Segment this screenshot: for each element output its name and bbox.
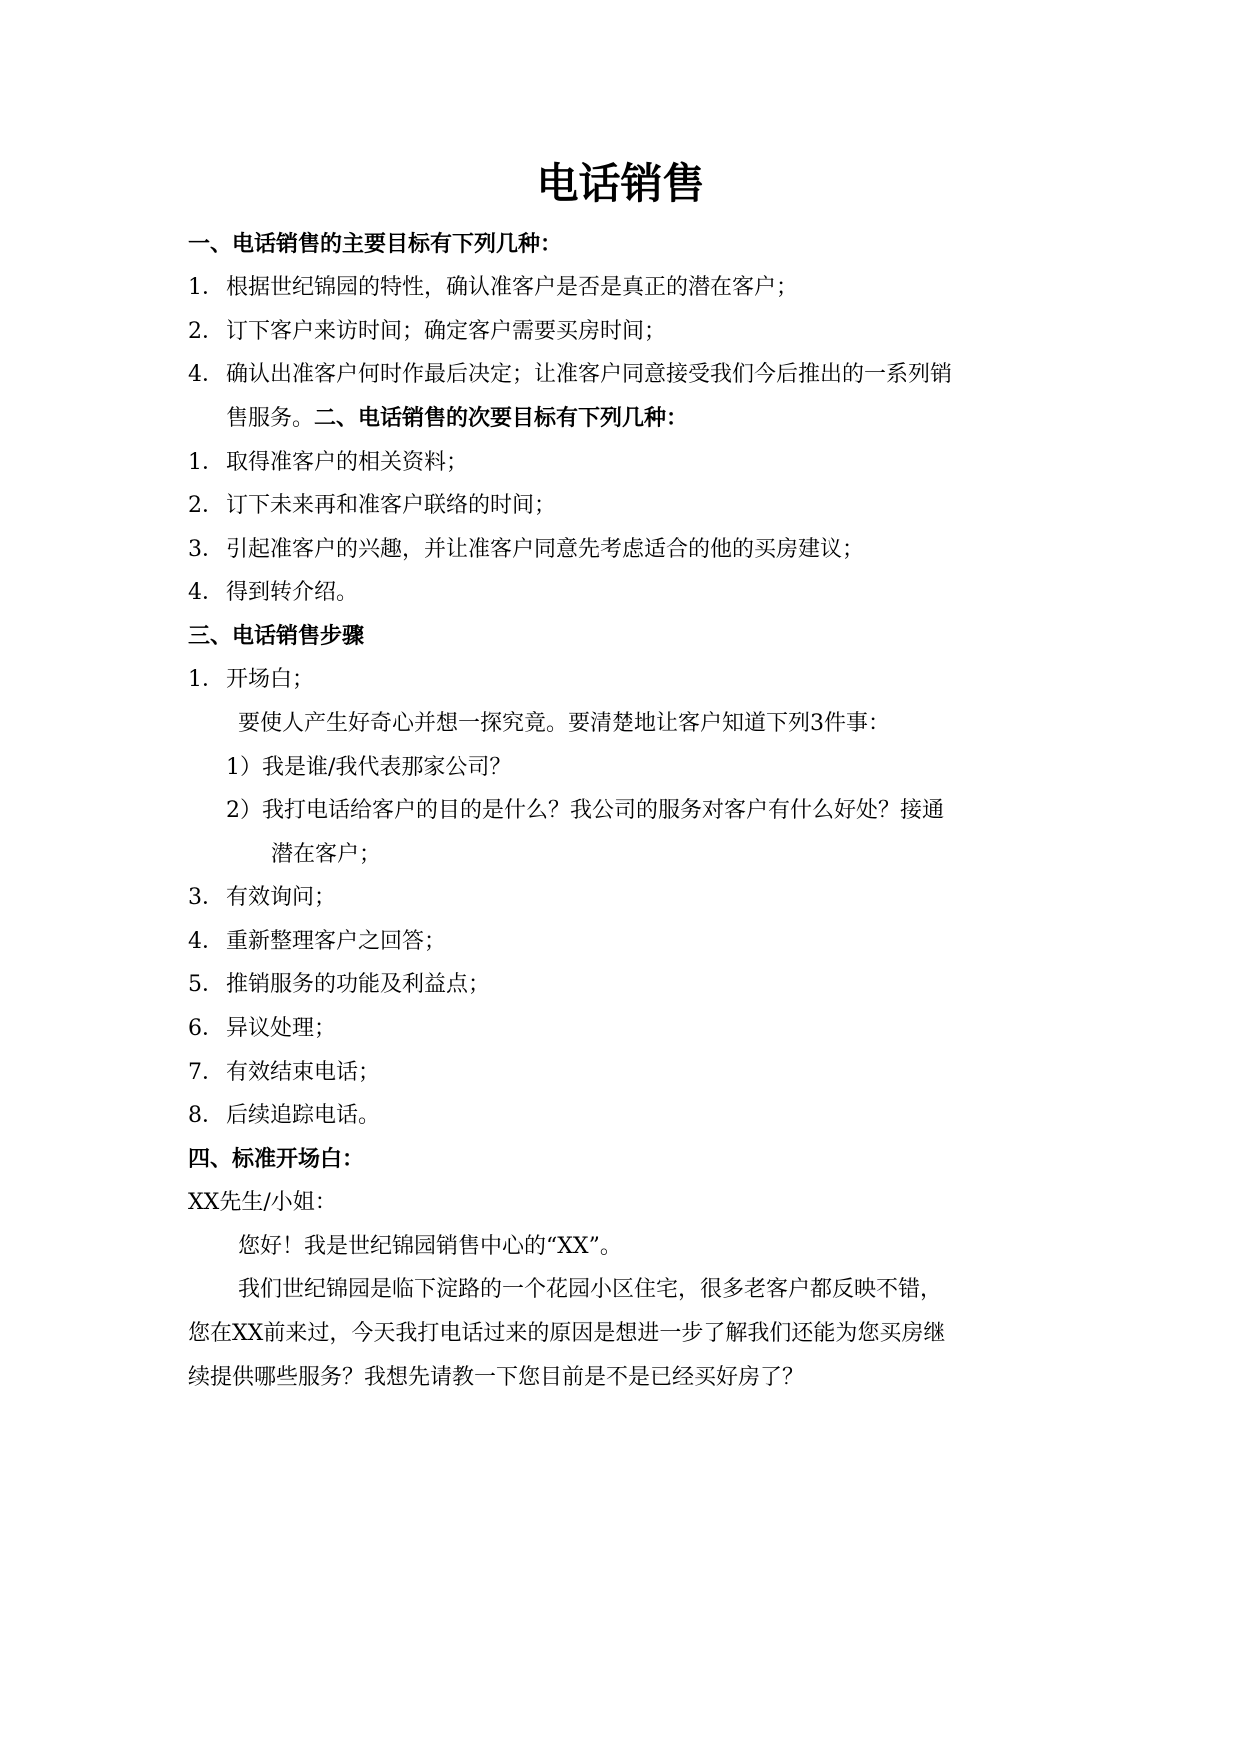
list-item-text: 得到转介绍。 [226, 580, 359, 605]
wrapped-line [226, 404, 688, 434]
list-item [188, 883, 336, 913]
list-item-number: 2． [188, 319, 224, 344]
list-item [188, 360, 952, 390]
page-title: 电话销售 [536, 159, 705, 208]
list-item [188, 927, 446, 957]
list-item-text: 有效结束电话； [226, 1060, 381, 1085]
list-item-text: 重新整理客户之回答； [226, 929, 447, 954]
list-item-number: 6． [188, 1016, 224, 1041]
list-item-number: 8． [188, 1103, 224, 1128]
list-item-text: 异议处理； [226, 1016, 337, 1041]
list-item-text: 订下客户来访时间；确定客户需要买房时间； [226, 319, 667, 344]
list-item [188, 1101, 380, 1131]
list-item-number: 3． [188, 885, 224, 910]
list-item-number: 1． [188, 667, 224, 692]
section2-heading: 二、电话销售的次要目标有下列几种： [314, 406, 689, 431]
list-item-number: 4． [188, 929, 224, 954]
list-item-text: 取得准客户的相关资料； [226, 450, 469, 475]
list-item-number: 5． [188, 972, 224, 997]
list-item [188, 578, 358, 608]
list-item-text: 推销服务的功能及利益点； [226, 972, 491, 997]
list-item [188, 1014, 336, 1044]
list-item-number: 7． [188, 1060, 224, 1085]
list-item-text: 订下未来再和准客户联络的时间； [226, 493, 557, 518]
sub-item: 1）我是谁/我代表那家公司？ [226, 755, 512, 780]
list-item [188, 535, 864, 565]
list-item [188, 317, 666, 347]
list-item-text: 后续追踪电话。 [226, 1103, 381, 1128]
greeting: XX先生/小姐： [188, 1190, 337, 1215]
list-item [188, 970, 490, 1000]
list-item [188, 448, 468, 478]
list-item-number: 3． [188, 537, 224, 562]
paragraph-line: 您在XX前来过，今天我打电话过来的原因是想进一步了解我们还能为您买房继 [188, 1321, 946, 1346]
paragraph-line: 续提供哪些服务？我想先请教一下您目前是不是已经买好房了？ [188, 1365, 805, 1390]
section1-heading: 一、电话销售的主要目标有下列几种： [188, 232, 563, 257]
sub-item-wrap: 潜在客户； [271, 842, 382, 867]
list-item-text: 有效询问； [226, 885, 337, 910]
list-item [188, 273, 798, 303]
list-item-number: 2． [188, 493, 224, 518]
list-item [188, 665, 314, 695]
list-item [188, 491, 556, 521]
step1-description: 要使人产生好奇心并想一探究竟。要清楚地让客户知道下列3件事： [238, 711, 890, 736]
paragraph-line: 我们世纪锦园是临下淀路的一个花园小区住宅，很多老客户都反映不错， [238, 1277, 943, 1302]
wrap-text: 售服务。 [226, 406, 315, 431]
list-item-number: 1． [188, 450, 224, 475]
sub-item: 2）我打电话给客户的目的是什么？我公司的服务对客户有什么好处？接通 [226, 798, 944, 823]
list-item-text: 引起准客户的兴趣，并让准客户同意先考虑适合的他的买房建议； [226, 537, 865, 562]
list-item-text: 根据世纪锦园的特性，确认准客户是否是真正的潜在客户； [226, 275, 799, 300]
section3-heading: 三、电话销售步骤 [188, 624, 365, 649]
list-item-number: 1． [188, 275, 224, 300]
section4-heading: 四、标准开场白： [188, 1147, 365, 1172]
list-item-number: 4． [188, 580, 224, 605]
list-item [188, 1058, 380, 1088]
list-item-text: 开场白； [226, 667, 315, 692]
paragraph: 您好！我是世纪锦园销售中心的“XX”。 [238, 1234, 622, 1259]
list-item-number: 4． [188, 362, 224, 387]
list-item-text: 确认出准客户何时作最后决定；让准客户同意接受我们今后推出的一系列销 [226, 362, 953, 387]
